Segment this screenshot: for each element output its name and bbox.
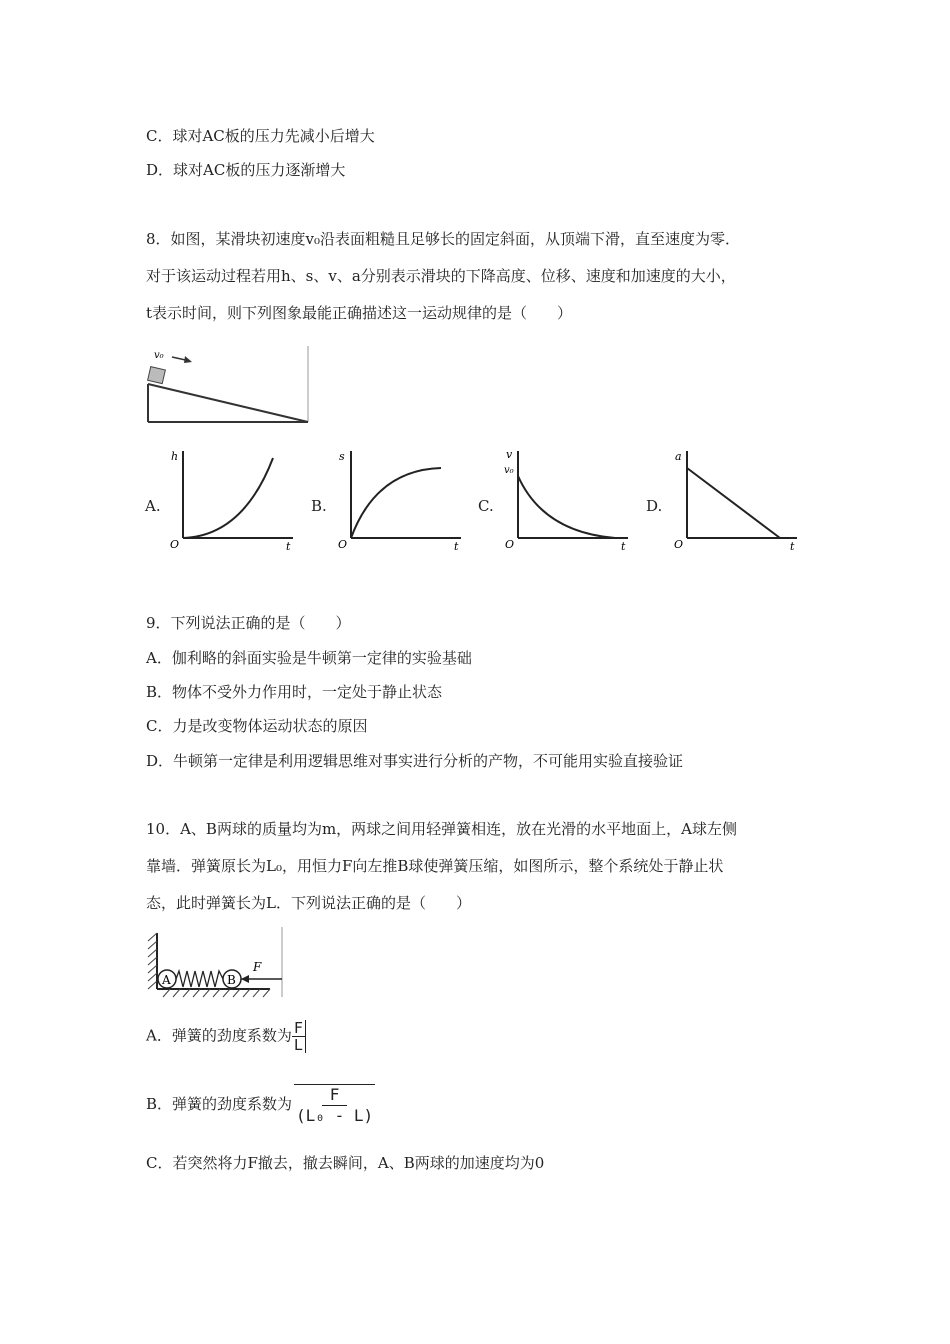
force-arrow-head <box>241 975 249 983</box>
graph-b-origin: O <box>338 538 348 551</box>
q10-stem-line3: 态，此时弹簧长为L．下列说法正确的是（ ） <box>146 894 471 912</box>
q10-option-b <box>146 1084 375 1126</box>
q10-option-a-denominator: L <box>293 1036 303 1054</box>
slider-block <box>148 367 166 384</box>
graph-c-v0-label: v₀ <box>504 465 514 476</box>
q10-option-a-text: A．弹簧的劲度系数为 <box>146 1026 292 1045</box>
q9-option-a: A．伽利略的斜面实验是牛顿第一定律的实验基础 <box>146 649 472 667</box>
q8-stem-line1: 8．如图，某滑块初速度v₀沿表面粗糙且足够长的固定斜面，从顶端下滑，直至速度为零． <box>146 230 741 248</box>
q9-option-d: D．牛顿第一定律是利用逻辑思维对事实进行分析的产物，不可能用实验直接验证 <box>146 752 684 770</box>
graph-c <box>503 446 633 551</box>
q10-option-b-numerator: F <box>322 1085 348 1106</box>
graph-a <box>168 446 298 551</box>
graph-c-ylabel: v <box>506 448 513 461</box>
q10-stem-line1: 10．A、B两球的质量均为m，两球之间用轻弹簧相连，放在光滑的水平地面上，A球左侧 <box>146 820 738 838</box>
q8-option-d-label: D. <box>646 497 663 515</box>
q10-option-b-fraction <box>294 1084 375 1126</box>
velocity-arrow-head <box>184 356 192 363</box>
q9-option-b: B．物体不受外力作用时，一定处于静止状态 <box>146 683 443 701</box>
graph-b-ylabel: s <box>339 450 345 463</box>
q8-option-b-label: B. <box>311 497 327 515</box>
graph-b <box>336 446 466 551</box>
q7-option-d: D．球对AC板的压力逐渐增大 <box>146 161 346 179</box>
q10-option-b-denominator: (L₀ - L) <box>296 1106 374 1125</box>
graph-d-ylabel: a <box>675 450 682 463</box>
graph-d <box>672 446 802 551</box>
force-label: F <box>253 960 262 974</box>
graph-c-xlabel: t <box>621 540 626 551</box>
q8-option-a-label: A. <box>145 497 161 515</box>
graph-a-origin: O <box>170 538 180 551</box>
q8-stem-line3: t表示时间，则下列图象最能正确描述这一运动规律的是（ ） <box>146 304 573 322</box>
graph-a-ylabel: h <box>171 450 179 463</box>
graph-d-xlabel: t <box>790 540 795 551</box>
graph-d-origin: O <box>674 538 684 551</box>
q7-option-c: C．球对AC板的压力先减小后增大 <box>146 127 375 145</box>
spring-figure <box>145 925 290 1000</box>
q9-option-c: C．力是改变物体运动状态的原因 <box>146 717 368 735</box>
q8-option-c-label: C. <box>478 497 494 515</box>
incline-v0-label: v₀ <box>154 350 164 361</box>
graph-c-origin: O <box>505 538 515 551</box>
ball-b-label: B <box>227 973 236 987</box>
ball-a-label: A <box>162 973 171 987</box>
q10-option-a <box>146 1020 306 1053</box>
q10-stem-line2: 靠墙．弹簧原长为L₀，用恒力F向左推B球使弹簧压缩，如图所示，整个系统处于静止状 <box>146 857 724 875</box>
graph-a-xlabel: t <box>286 540 291 551</box>
q9-stem: 9．下列说法正确的是（ ） <box>146 614 351 632</box>
q10-option-b-text: B．弹簧的劲度系数为 <box>146 1095 293 1113</box>
q10-option-a-fraction <box>292 1020 306 1053</box>
q10-option-c: C．若突然将力F撤去，撤去瞬间，A、B两球的加速度均为0 <box>146 1154 545 1172</box>
q8-stem-line2: 对于该运动过程若用h、s、v、a分别表示滑块的下降高度、位移、速度和加速度的大小， <box>146 267 736 285</box>
incline-figure <box>140 344 315 426</box>
q10-option-a-numerator: F <box>293 1019 303 1037</box>
graph-b-xlabel: t <box>454 540 459 551</box>
spring <box>176 971 223 987</box>
